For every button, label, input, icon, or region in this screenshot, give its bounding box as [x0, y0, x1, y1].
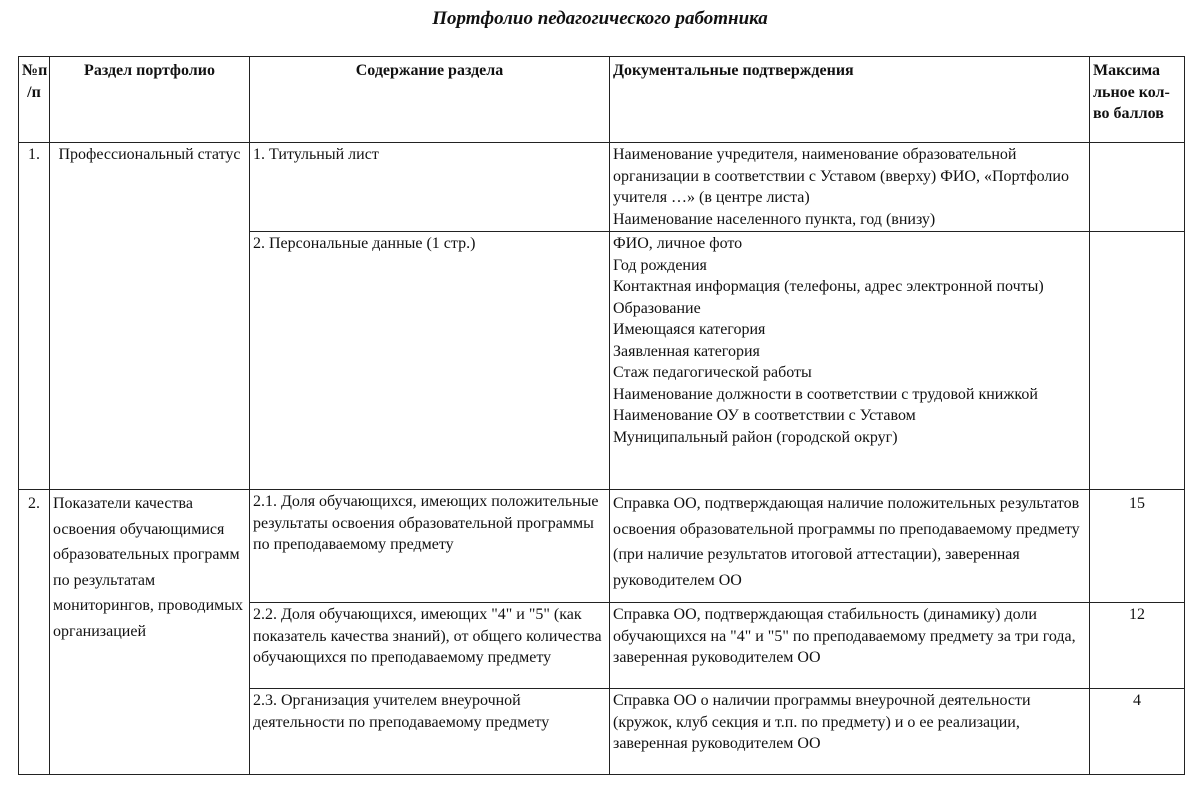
- doc-line: Наименование учредителя, наименование образовательной организации в соответствии с Уставом (вверху) ФИО, «Портфолио учителя …» (в центре листа): [613, 146, 1069, 206]
- doc-line: Образование: [613, 299, 701, 317]
- doc-line: ФИО, личное фото: [613, 235, 743, 252]
- row-section: Показатели качества освоения обучающимися образовательных программ по результатам мониторингов, проводимых организацией: [50, 490, 250, 775]
- row-num: 1.: [19, 143, 50, 490]
- header-docs: Документальные подтверждения: [610, 57, 1090, 143]
- row-max: 15: [1090, 490, 1185, 603]
- doc-line: Наименование ОУ в соответствии с Уставом: [613, 407, 916, 424]
- doc-line: Наименование должности в соответствии с трудовой книжкой: [613, 385, 1038, 403]
- header-section: Раздел портфолио: [50, 57, 250, 143]
- header-max: Максима льное кол-во баллов: [1090, 57, 1185, 143]
- row-docs: [610, 232, 1090, 490]
- row-docs: [610, 603, 1090, 689]
- row-content: 1. Титульный лист: [250, 143, 610, 232]
- row-content: 2. Персональные данные (1 стр.): [250, 232, 610, 490]
- row-docs: [610, 689, 1090, 775]
- doc-line: Заявленная категория: [613, 342, 760, 360]
- table-header-row: [19, 57, 1185, 143]
- document-title: Портфолио педагогического работника: [432, 8, 768, 29]
- header-content: Содержание раздела: [250, 57, 610, 143]
- doc-line: Справка ОО о наличии программы внеурочной деятельности (кружок, клуб секция и т.п. по предмету) и о ее реализации, заверенная руководителем ОО: [613, 692, 1031, 752]
- doc-line: Справка ОО, подтверждающая наличие положительных результатов освоения образовательной программы по преподаваемому предмету (при наличие результатов итоговой аттестации), заверенная руководителем ОО: [613, 495, 1080, 589]
- doc-line: Имеющаяся категория: [613, 321, 766, 338]
- doc-line: Контактная информация (телефоны, адрес электронной почты): [613, 278, 1044, 295]
- row-num: 2.: [19, 490, 50, 775]
- doc-line: Муниципальный район (городской округ): [613, 428, 898, 446]
- row-docs: [610, 143, 1090, 232]
- row-content: 2.1. Доля обучающихся, имеющих положительные результаты освоения образовательной программы по преподаваемому предмету: [250, 490, 610, 603]
- portfolio-table: [18, 56, 1185, 775]
- row-content: 2.3. Организация учителем внеурочной деятельности по преподаваемому предмету: [250, 689, 610, 775]
- row-section: Профессиональный статус: [50, 143, 250, 490]
- doc-line: Наименование населенного пункта, год (внизу): [613, 210, 936, 228]
- doc-line: Справка ОО, подтверждающая стабильность (динамику) доли обучающихся на "4" и "5" по преподаваемому предмету за три года, заверенная руководителем ОО: [613, 606, 1076, 666]
- row-max: 4: [1090, 689, 1185, 775]
- row-docs: [610, 490, 1090, 603]
- row-max: [1090, 143, 1185, 232]
- header-num: №п /п: [19, 57, 50, 143]
- row-max: [1090, 232, 1185, 490]
- doc-line: Год рождения: [613, 256, 707, 274]
- row-max: 12: [1090, 603, 1185, 689]
- table-row: [19, 490, 1185, 603]
- doc-line: Стаж педагогической работы: [613, 364, 812, 381]
- table-row: [19, 143, 1185, 232]
- row-content: 2.2. Доля обучающихся, имеющих "4" и "5" (как показатель качества знаний), от общего количества обучающихся по преподаваемому предмету: [250, 603, 610, 689]
